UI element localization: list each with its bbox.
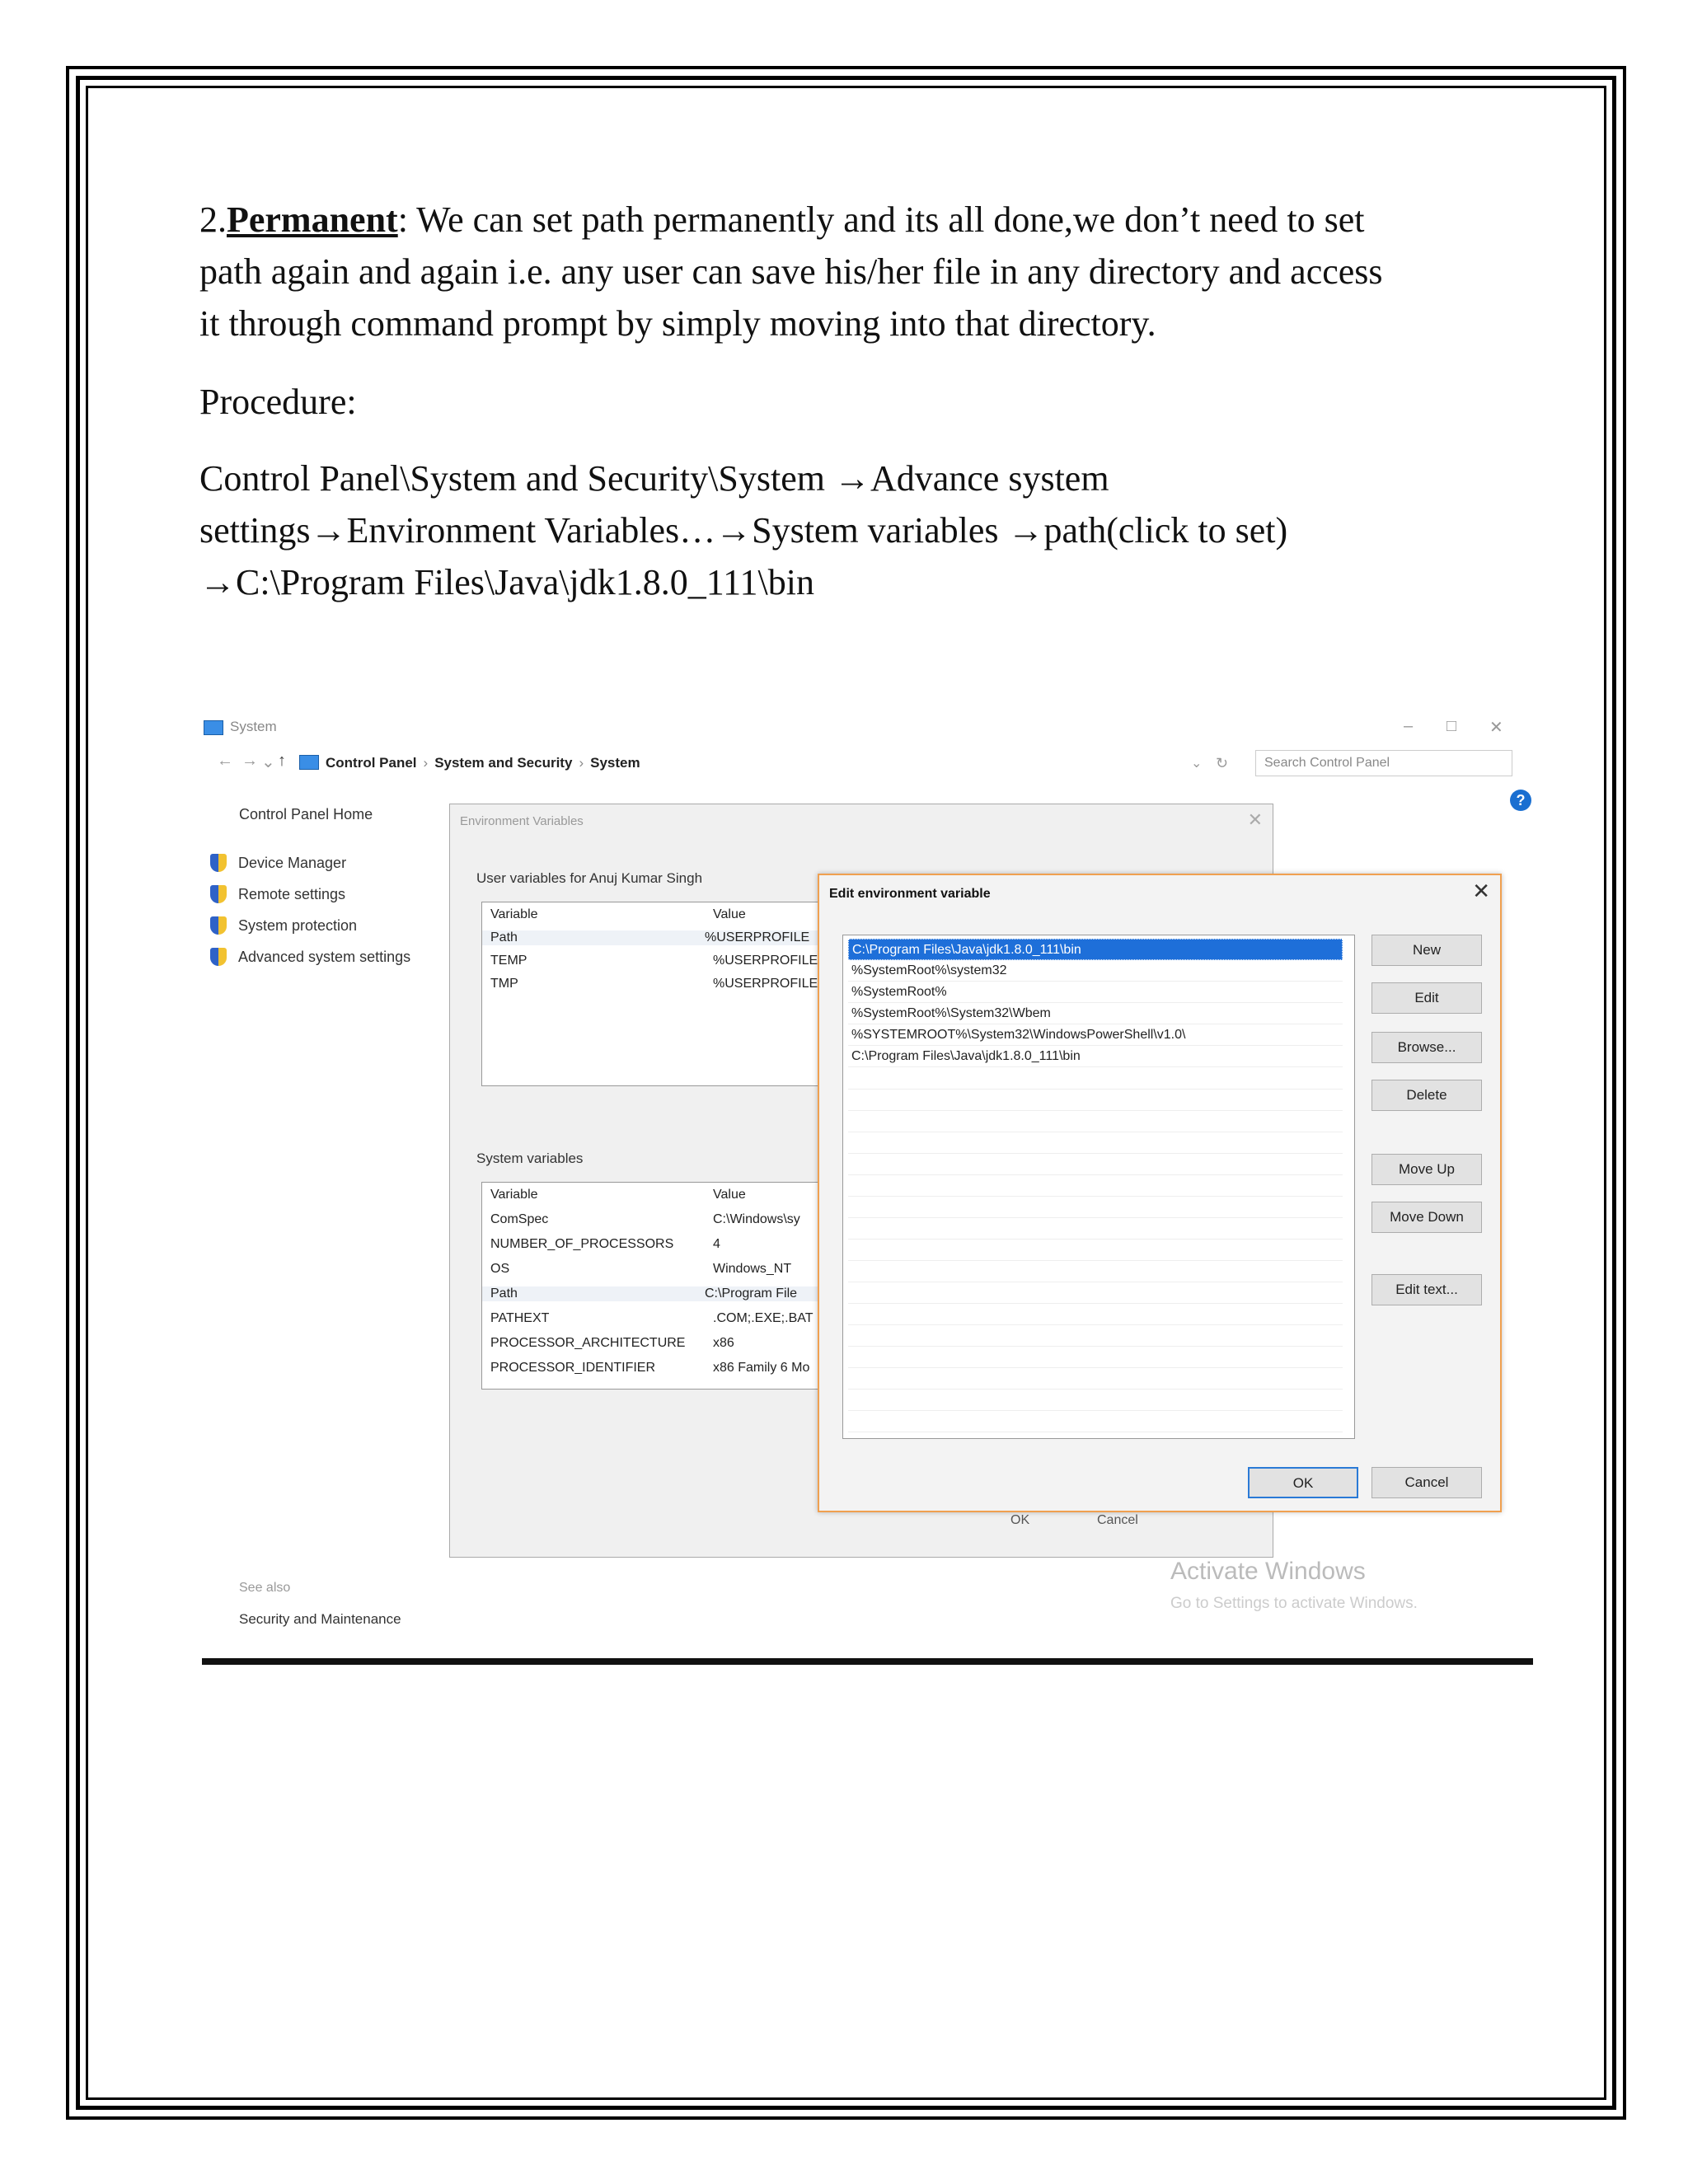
cell-value: .COM;.EXE;.BAT <box>713 1311 814 1325</box>
procedure-line: settings→Environment Variables…→System variables →path(click to set) <box>199 510 1288 551</box>
paragraph-line: it through command prompt by simply moving into that directory. <box>199 303 1156 344</box>
cell-variable: Path <box>490 930 518 944</box>
empty-row <box>848 1324 1343 1347</box>
breadcrumb: Control Panel › System and Security › System <box>326 755 640 771</box>
table-header <box>490 907 746 922</box>
table-row[interactable] <box>490 954 818 968</box>
empty-row <box>848 1282 1343 1304</box>
empty-row <box>848 1346 1343 1368</box>
cell-value: %USERPROFILE <box>705 930 810 944</box>
table-row[interactable] <box>490 1336 734 1351</box>
close-icon[interactable]: ✕ <box>1472 879 1490 903</box>
table-header <box>490 1188 746 1202</box>
sidebar-item-system-protection[interactable] <box>210 910 410 941</box>
security-maintenance-link[interactable]: Security and Maintenance <box>239 1611 401 1627</box>
user-vars-table <box>481 902 850 1086</box>
cell-value: C:\Program File <box>705 1286 798 1301</box>
cell-variable: PATHEXT <box>490 1311 550 1325</box>
empty-row <box>848 1260 1343 1282</box>
empty-row <box>848 1089 1343 1111</box>
shield-icon <box>210 948 227 966</box>
column-header: Value <box>713 1188 746 1202</box>
dialog-title: Edit environment variable <box>829 887 991 901</box>
dialog-title: Environment Variables <box>460 814 584 828</box>
chevron-down-icon[interactable]: ⌄ <box>1191 757 1203 771</box>
empty-row <box>848 1410 1343 1432</box>
procedure-line: →C:\Program Files\Java\jdk1.8.0_111\bin <box>199 562 814 602</box>
cell-variable: Path <box>490 1286 518 1301</box>
table-row[interactable] <box>490 1212 800 1227</box>
column-header: Variable <box>490 907 538 921</box>
delete-button[interactable]: Delete <box>1372 1080 1482 1111</box>
sidebar-item-advanced-settings[interactable] <box>210 941 410 972</box>
empty-row <box>848 1196 1343 1218</box>
sidebar-item-label: Remote settings <box>238 885 346 902</box>
forward-arrow-icon[interactable]: → <box>241 752 258 770</box>
help-icon[interactable]: ? <box>1510 790 1531 811</box>
recent-locations-icon[interactable]: ⌄ <box>261 753 275 771</box>
sidebar-item-remote-settings[interactable] <box>210 879 410 910</box>
table-row[interactable] <box>482 930 849 945</box>
cell-value: 4 <box>713 1237 720 1251</box>
cell-value: %USERPROFILE <box>713 954 818 968</box>
cancel-button[interactable]: Cancel <box>1372 1467 1482 1498</box>
table-row[interactable] <box>490 1237 720 1252</box>
cell-variable: OS <box>490 1262 510 1276</box>
paragraph-line: : We can set path permanently and its all done,we don’t need to set <box>397 199 1365 240</box>
list-item[interactable]: %SystemRoot% <box>848 982 1343 1003</box>
column-header: Value <box>713 907 746 921</box>
env-cancel-button[interactable]: Cancel <box>1097 1513 1138 1527</box>
empty-row <box>848 1303 1343 1325</box>
new-button[interactable]: New <box>1372 935 1482 966</box>
refresh-icon[interactable]: ↻ <box>1216 755 1229 771</box>
computer-icon <box>204 720 223 735</box>
sidebar-item-device-manager[interactable] <box>210 847 410 879</box>
cell-value: Windows_NT <box>713 1262 792 1276</box>
empty-row <box>848 1367 1343 1390</box>
cell-value: x86 Family 6 Mo <box>713 1361 810 1375</box>
back-arrow-icon[interactable]: ← <box>217 752 233 770</box>
system-vars-table <box>481 1182 850 1390</box>
sidebar <box>210 847 410 972</box>
cell-value: x86 <box>713 1336 734 1350</box>
close-icon[interactable]: ✕ <box>1247 809 1263 830</box>
sidebar-item-label: System protection <box>238 916 358 934</box>
shield-icon <box>210 854 227 872</box>
cell-variable: PROCESSOR_IDENTIFIER <box>490 1361 656 1375</box>
cell-variable: TMP <box>490 977 518 991</box>
user-vars-label: User variables for Anuj Kumar Singh <box>476 870 703 886</box>
empty-row <box>848 1389 1343 1411</box>
document-text <box>199 194 1502 608</box>
system-window-screenshot <box>202 709 1533 1665</box>
empty-row <box>848 1217 1343 1240</box>
procedure-line: Control Panel\System and Security\System →Advance system <box>199 458 1109 499</box>
computer-icon <box>299 755 319 770</box>
breadcrumb-system-security[interactable]: System and Security <box>434 755 573 771</box>
move-up-button[interactable]: Move Up <box>1372 1154 1482 1185</box>
move-down-button[interactable]: Move Down <box>1372 1202 1482 1233</box>
cell-value: %USERPROFILE <box>713 977 818 991</box>
ok-button[interactable]: OK <box>1248 1467 1358 1498</box>
shield-icon <box>210 916 227 935</box>
table-row[interactable] <box>490 1262 792 1277</box>
activate-windows-hint: Go to Settings to activate Windows. <box>1170 1595 1418 1612</box>
list-item[interactable]: %SystemRoot%\system32 <box>848 960 1343 982</box>
search-input[interactable]: Search Control Panel <box>1255 750 1512 776</box>
empty-row <box>848 1153 1343 1175</box>
activate-windows-watermark: Activate Windows <box>1170 1558 1366 1585</box>
empty-row <box>848 1067 1343 1090</box>
cell-variable: TEMP <box>490 954 528 968</box>
term-permanent: Permanent <box>227 199 398 240</box>
edit-text-button[interactable]: Edit text... <box>1372 1274 1482 1305</box>
breadcrumb-control-panel[interactable]: Control Panel <box>326 755 417 771</box>
up-arrow-icon[interactable]: ↑ <box>278 752 286 770</box>
paragraph-line: path again and again i.e. any user can save his/her file in any directory and access <box>199 251 1383 292</box>
sidebar-item-label: Advanced system settings <box>238 948 411 965</box>
procedure-label: Procedure: <box>199 382 357 422</box>
see-also-label: See also <box>239 1581 291 1595</box>
cell-variable: ComSpec <box>490 1212 549 1226</box>
breadcrumb-system[interactable]: System <box>590 755 640 771</box>
browse-button[interactable]: Browse... <box>1372 1032 1482 1063</box>
divider <box>202 1658 1533 1665</box>
edit-environment-variable-dialog <box>818 874 1502 1512</box>
list-item[interactable]: %SYSTEMROOT%\System32\WindowsPowerShell\v1.0\ <box>848 1024 1343 1046</box>
empty-row <box>848 1174 1343 1197</box>
list-item[interactable]: C:\Program Files\Java\jdk1.8.0_111\bin <box>848 1046 1343 1067</box>
cell-variable: NUMBER_OF_PROCESSORS <box>490 1237 674 1251</box>
table-row[interactable] <box>490 1311 814 1326</box>
shield-icon <box>210 885 227 903</box>
cell-value: C:\Windows\sy <box>713 1212 800 1226</box>
table-row[interactable] <box>482 1286 849 1301</box>
minimize-icon[interactable]: – <box>1404 717 1414 735</box>
table-row[interactable] <box>490 977 818 991</box>
close-icon[interactable]: ✕ <box>1489 719 1503 737</box>
empty-row <box>848 1132 1343 1154</box>
edit-button[interactable]: Edit <box>1372 982 1482 1014</box>
list-item[interactable]: %SystemRoot%\System32\Wbem <box>848 1003 1343 1024</box>
path-entries-list <box>842 935 1355 1439</box>
list-item[interactable]: C:\Program Files\Java\jdk1.8.0_111\bin <box>848 939 1343 960</box>
cell-variable: PROCESSOR_ARCHITECTURE <box>490 1336 686 1350</box>
sidebar-item-label: Device Manager <box>238 854 347 871</box>
window-title: System <box>230 719 277 734</box>
env-ok-button[interactable]: OK <box>1010 1513 1030 1527</box>
maximize-icon[interactable]: □ <box>1447 717 1457 735</box>
column-header: Variable <box>490 1188 538 1202</box>
table-row[interactable] <box>490 1361 810 1376</box>
system-vars-label: System variables <box>476 1151 584 1166</box>
empty-row <box>848 1110 1343 1132</box>
paragraph-permanent <box>199 194 1502 246</box>
control-panel-home-link[interactable]: Control Panel Home <box>239 806 373 823</box>
empty-row <box>848 1239 1343 1261</box>
paragraph-number: 2. <box>199 199 227 240</box>
